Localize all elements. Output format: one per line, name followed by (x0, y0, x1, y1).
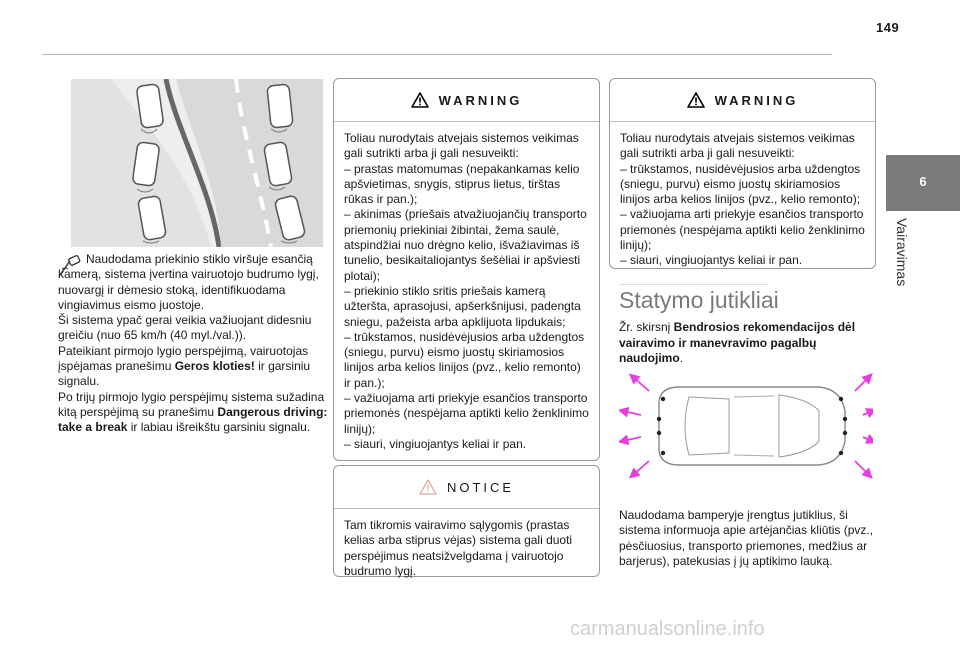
left-column-text (58, 252, 330, 436)
warning-header (610, 79, 875, 122)
warning-item: – važiuojama arti priekyje esančios transporto priemonės (nespėjama aptikti kelio ženklinimo linijų); (344, 391, 589, 436)
parking-sensors-illustration (619, 371, 873, 481)
warning-title: WARNING (438, 92, 523, 108)
section-divider (619, 284, 769, 285)
warning-box-lane (609, 78, 876, 269)
caption-intro: Naudodama priekinio stiklo viršuje esančią kamerą, sistema įvertina vairuotojo budrumo lygį, nuovargį ir dėmesio stoką, identifikuodama vingiavimus eismo juostoje. (58, 252, 319, 312)
warning-body (334, 122, 599, 452)
chapter-tab (886, 155, 960, 211)
speed-paragraph: Ši sistema ypač gerai veikia važiuojant didesniu greičiu (nuo 65 km/h (40 myl./val.)). (58, 313, 312, 343)
warning-item: – akinimas (priešais atvažiuojančių transporto priemonių priekiniai žibintai, žema saulė, atspindžiai nuo drėgno kelio, išvažiavimas iš tunelio, besikaitaliojantys šešėliai ir apšviesti plotai); (344, 207, 587, 283)
notice-body: Tam tikromis vairavimo sąlygomis (prastas kelias arba stiprus vėjas) sistema gali duoti perspėjimus neatsižvelgdama į vairuotojo budrumo lygį. (344, 518, 573, 578)
notice-title: NOTICE (446, 479, 515, 495)
warning-item: – važiuojama arti priekyje esančios transporto priemonės (nespėjama aptikti kelio ženklinimo linijų); (620, 207, 865, 253)
chapter-number: 6 (919, 174, 927, 189)
reference-paragraph: Žr. skirsnį Bendrosios rekomendacijos dėl vairavimo ir manevravimo pagalbų naudojimo. (619, 320, 856, 365)
warning-triangle-icon (411, 92, 429, 108)
warning-triangle-icon (687, 92, 705, 108)
warning-title: WARNING (714, 92, 799, 108)
warning-intro: Toliau nurodytais atvejais sistemos veikimas gali sutrikti arba ji gali nesuveikti: (344, 131, 579, 161)
page-number: 149 (876, 20, 900, 35)
notice-header (334, 466, 599, 509)
lane-weaving-illustration (71, 79, 323, 247)
warning-item: – prastas matomumas (nepakankamas kelio apšvietimas, snygis, stiprus lietus, tirštas rūkas ir pan.); (344, 161, 580, 207)
chapter-title: Vairavimas (894, 218, 910, 287)
notice-triangle-icon (419, 479, 437, 495)
second-level-alert-paragraph: Po trijų pirmojo lygio perspėjimų sistema sužadina kitą perspėjimą su pranešimu Dangerous driving: take a break ir labiau išreikštu garsiniu signalu. (58, 389, 328, 435)
first-level-alert-paragraph: Pateikiant pirmojo lygio perspėjimą, vairuotojas įspėjamas pranešimu Geros kloties! ir garsiniu signalu. (58, 343, 311, 389)
notice-box (333, 465, 600, 577)
warning-item: – siauri, vingiuojantys keliai ir pan. (344, 436, 527, 451)
warning-item: – priekinio stiklo sritis priešais kamerą užteršta, aprasojusi, apšerkšnijusi, padengta sniegu, pažeista arba apklijuota lipdukais; (344, 283, 581, 329)
warning-header (334, 79, 599, 122)
warning-box-camera (333, 78, 600, 461)
warning-intro: Toliau nurodytais atvejais sistemos veikimas gali sutrikti arba ji gali nesuveikti: (620, 131, 855, 161)
warning-item: – trūkstamos, nusidėvėjusios arba uždengtos (sniegu, purvu) eismo juostų skiriamosios linijos arba kelios linijos (pvz., kelio remonto); (620, 161, 861, 207)
section-title: Statymo jutikliai (619, 287, 779, 313)
parking-description: Naudodama bamperyje įrengtus jutiklius, ši sistema informuoja apie artėjančias kliūtis (pvz., pėsčiuosius, transporto priemones, medžius ar barjerus), patekusias į jų aptikimo lauką. (619, 508, 874, 568)
warning-item: – trūkstamos, nusidėvėjusios arba uždengtos (sniegu, purvu) eismo juostų skiriamosios linijos arba kelios linijos (pvz., kelio remonto) ir pan.); (344, 329, 585, 390)
warning-body (610, 122, 875, 269)
warning-item: – siauri, vingiuojantys keliai ir pan. (620, 253, 803, 268)
watermark: carmanualsonline.info (570, 618, 765, 640)
header-rule (42, 54, 832, 55)
